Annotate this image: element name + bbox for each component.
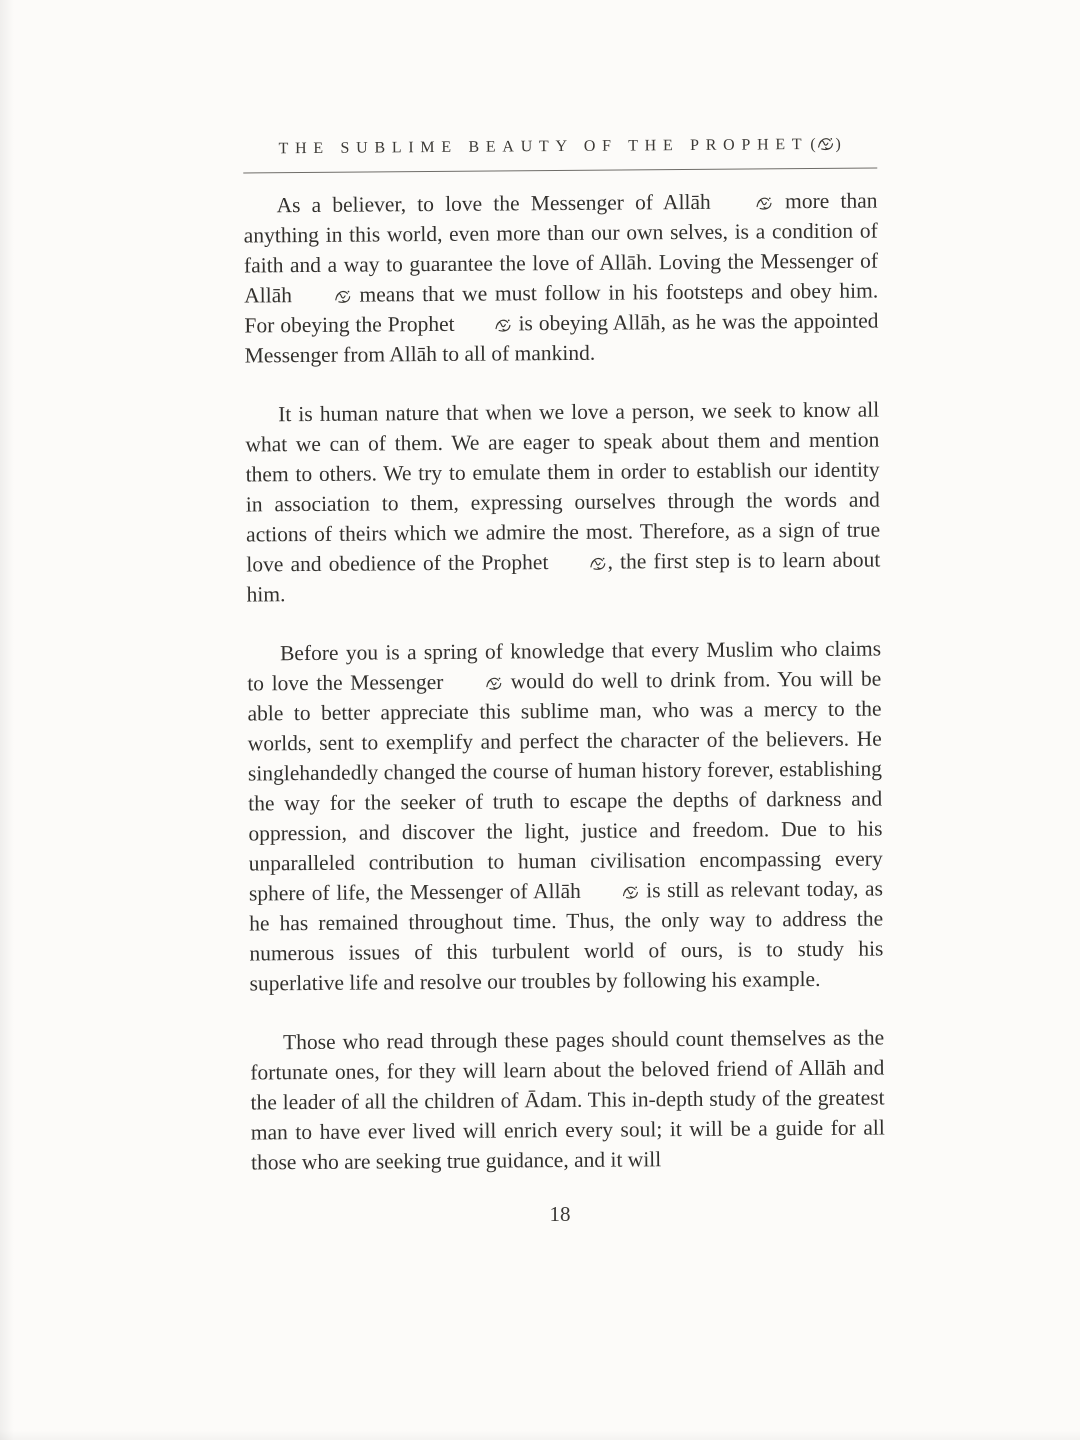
pbuh-symbol-icon (723, 193, 773, 215)
scan-shadow-bottom (0, 1430, 1080, 1440)
paragraph-3: Before you is a spring of knowledge that every Muslim who claims to love the Messenger would do well to drink from. You will be able to better appreciate this sublime man, who was a mercy to the worlds, sent to exemplify and perfect the character of the believers. He singlehandedly changed the course of human history forever, establishing the way for the seeker of truth to escape the depths of darkness and oppression, and discover the light, justice and freedom. Due to his unparalleled contribution to human civilisation encompassing every sphere of life, the Messenger of Allāh is still as relevant today, as he has remained throughout time. Thus, the only way to address the numerous issues of this turbulent world of ours, is to study his superlative life and resolve our troubles by following his example. (247, 636, 884, 996)
paragraph-2: It is human nature that when we love a person, we seek to know all what we can of them. We are eager to speak about them and mention them to others. We try to emulate them in order to establish our identity in association to them, expressing ourselves through the words and actions of theirs which we admire the most. Therefore, as a sign of true love and obedience of the Prophet , the first step is to learn about him. (245, 397, 881, 607)
pbuh-symbol-icon (462, 315, 512, 337)
pbuh-symbol-icon (556, 554, 606, 576)
page-text-block (243, 136, 885, 1178)
running-header (243, 136, 877, 173)
running-header-honorific: ( ) (810, 135, 842, 154)
paragraph-4: Those who read through these pages should count themselves as the fortunate ones, for they will learn about the beloved friend of Allāh and the leader of all the children of Ādam. This in-depth study of the greatest man to have ever lived will enrich every soul; it will be a guide for all those who are seeking true guidance, and it will (250, 1025, 885, 1175)
pbuh-symbol-icon (452, 673, 502, 695)
pbuh-symbol-icon (817, 137, 834, 155)
paragraph-1: As a believer, to love the Messenger of Allāh more than anything in this world, even more than our own selves, is a condition of faith and a way to guarantee the love of Allāh. Loving the Messenger of Allāh means that we must follow in his footsteps and obey him. For obeying the Prophet is obeying Allāh, as he was the appointed Messenger from Allāh to all of mankind. (243, 188, 879, 368)
pbuh-symbol-icon (588, 882, 638, 904)
scan-shadow-left (0, 0, 14, 1440)
body-text (243, 186, 885, 1178)
page-number: 18 (549, 1202, 571, 1226)
pbuh-symbol-icon (301, 287, 351, 309)
running-header-title: THE SUBLIME BEAUTY OF THE PROPHET (278, 136, 809, 158)
